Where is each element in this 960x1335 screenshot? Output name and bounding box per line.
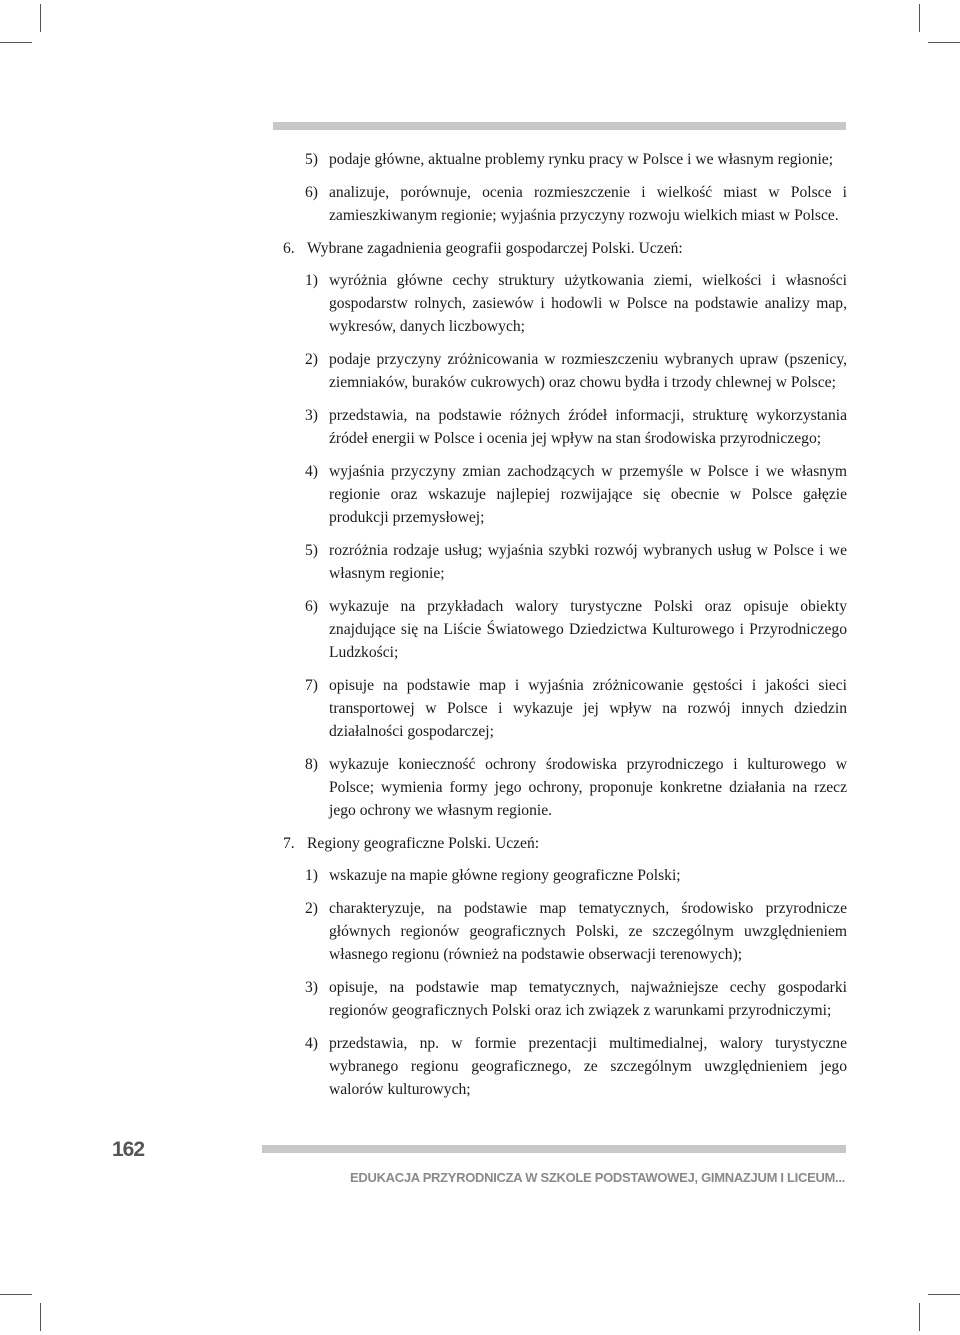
- item-number: 1): [305, 272, 318, 289]
- item-text: analizuje, porównuje, ocenia rozmieszczenie i wielkość miast w Polsce i zamieszkiwanym regionie; wyjaśnia przyczyny rozwoju wielkich miast w Polsce.: [329, 184, 847, 224]
- item-number: 5): [305, 151, 318, 168]
- crop-mark-top-right-h: [928, 42, 960, 43]
- item-text: wykazuje konieczność ochrony środowiska przyrodniczego i kulturowego w Polsce; wymienia formy jego ochrony, proponuje konkretne działania na rzecz jego ochrony we własnym regionie.: [329, 756, 847, 819]
- item-text: podaje główne, aktualne problemy rynku pracy w Polsce i we własnym regionie;: [329, 151, 834, 168]
- item-number: 4): [305, 1035, 318, 1052]
- list-item: [275, 674, 847, 743]
- list-item: [275, 348, 847, 394]
- list-item: [275, 148, 847, 171]
- crop-mark-top-left-h: [0, 42, 32, 43]
- section-number: 7.: [283, 835, 295, 852]
- item-number: 6): [305, 598, 318, 615]
- item-text: opisuje na podstawie map i wyjaśnia zróżnicowanie gęstości i jakości sieci transportowej w Polsce i wykazuje jej wpływ na rozwój innych dziedzin działalności gospodarczej;: [329, 677, 847, 740]
- item-number: 2): [305, 900, 318, 917]
- crop-mark-bottom-left: [40, 1303, 41, 1331]
- item-text: wskazuje na mapie główne regiony geograficzne Polski;: [329, 867, 681, 884]
- item-text: opisuje, na podstawie map tematycznych, najważniejsze cechy gospodarki regionów geograficznych Polski oraz ich związek z warunkami przyrodniczymi;: [329, 979, 847, 1019]
- page-content: [275, 148, 847, 1111]
- header-rule: [273, 122, 846, 130]
- list-item: [275, 976, 847, 1022]
- page-number: 162: [112, 1138, 145, 1161]
- footer-rule: [262, 1145, 846, 1153]
- list-item: [275, 595, 847, 664]
- running-footer: EDUKACJA PRZYRODNICZA W SZKOLE PODSTAWOWEJ, GIMNAZJUM I LICEUM...: [350, 1170, 845, 1185]
- item-number: 3): [305, 979, 318, 996]
- crop-mark-top-left: [40, 4, 41, 32]
- item-number: 1): [305, 867, 318, 884]
- list-item: [275, 460, 847, 529]
- list-item: [275, 404, 847, 450]
- item-text: rozróżnia rodzaje usług; wyjaśnia szybki rozwój wybranych usług w Polsce i we własnym regionie;: [329, 542, 847, 582]
- list-item: [275, 1032, 847, 1101]
- section-heading-7: [275, 832, 847, 855]
- crop-mark-bottom-left-h: [0, 1294, 32, 1295]
- list-item: [275, 539, 847, 585]
- item-text: wyjaśnia przyczyny zmian zachodzących w przemyśle w Polsce i we własnym regionie oraz wskazuje najlepiej rozwijające się obecnie w Polsce gałęzie produkcji przemysłowej;: [329, 463, 847, 526]
- item-number: 3): [305, 407, 318, 424]
- section-title: Wybrane zagadnienia geografii gospodarczej Polski. Uczeń:: [307, 240, 683, 257]
- item-text: wykazuje na przykładach walory turystyczne Polski oraz opisuje obiekty znajdujące się na Liście Światowego Dziedzictwa Kulturowego i Przyrodniczego Ludzkości;: [329, 598, 847, 661]
- item-text: charakteryzuje, na podstawie map tematycznych, środowisko przyrodnicze głównych regionów geograficznych Polski, ze szczególnym uwzględnieniem własnego regionu (również na podstawie obserwacji terenowych);: [329, 900, 847, 963]
- crop-mark-bottom-right-h: [928, 1294, 960, 1295]
- item-number: 2): [305, 351, 318, 368]
- list-item: [275, 181, 847, 227]
- list-item: [275, 864, 847, 887]
- item-number: 5): [305, 542, 318, 559]
- item-text: wyróżnia główne cechy struktury użytkowania ziemi, wielkości i własności gospodarstw rolnych, zasiewów i hodowli w Polsce na podstawie analizy map, wykresów, danych liczbowych;: [329, 272, 847, 335]
- list-item: [275, 897, 847, 966]
- crop-mark-top-right: [919, 4, 920, 32]
- item-number: 6): [305, 184, 318, 201]
- item-text: podaje przyczyny zróżnicowania w rozmieszczeniu wybranych upraw (pszenicy, ziemniaków, buraków cukrowych) oraz chowu bydła i trzody chlewnej w Polsce;: [329, 351, 847, 391]
- section-title: Regiony geograficzne Polski. Uczeń:: [307, 835, 540, 852]
- item-number: 4): [305, 463, 318, 480]
- list-item: [275, 269, 847, 338]
- item-number: 7): [305, 677, 318, 694]
- item-text: przedstawia, np. w formie prezentacji multimedialnej, walory turystyczne wybranego regionu geograficznego, ze szczególnym uwzględnieniem jego walorów kulturowych;: [329, 1035, 847, 1098]
- item-number: 8): [305, 756, 318, 773]
- crop-mark-bottom-right: [919, 1303, 920, 1331]
- section-heading-6: [275, 237, 847, 260]
- list-item: [275, 753, 847, 822]
- section-number: 6.: [283, 240, 295, 257]
- item-text: przedstawia, na podstawie różnych źródeł informacji, strukturę wykorzystania źródeł energii w Polsce i ocenia jej wpływ na stan środowiska przyrodniczego;: [329, 407, 847, 447]
